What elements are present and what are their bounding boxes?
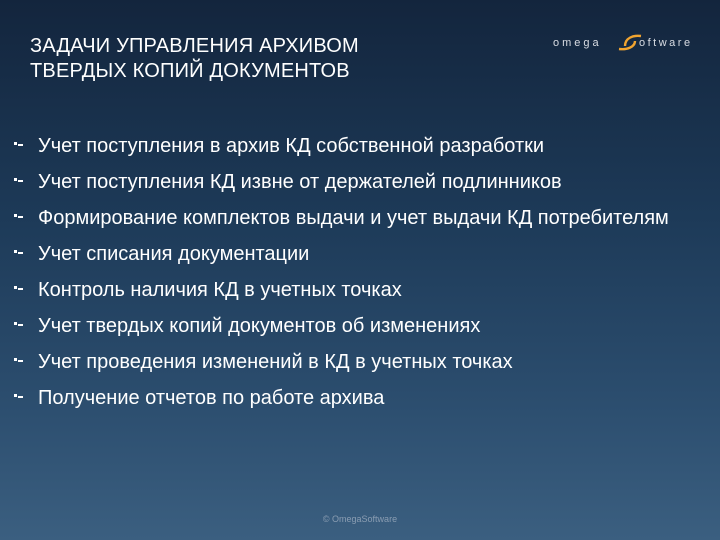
bullet-dash-icon [14,142,24,147]
bullet-text: Формирование комплектов выдачи и учет выдачи КД потребителям [38,207,669,229]
logo-text-oftware: oftware [639,37,693,49]
bullet-dash-icon [14,322,24,327]
bullet-text: Учет твердых копий документов об изменениях [38,315,481,337]
slide-title [30,34,490,84]
bullet-dash-icon [14,394,24,399]
bullet-dash-icon [14,178,24,183]
bullet-text: Получение отчетов по работе архива [38,387,385,409]
bullet-text: Учет списания документации [38,243,310,265]
bullet-item [0,278,720,302]
bullet-dash-icon [14,358,24,363]
bullet-item [0,314,720,338]
omegasoftware-logo [553,27,693,57]
bullet-list [0,134,720,422]
logo-text-omega: omega [553,37,602,49]
bullet-text: Учет проведения изменений в КД в учетных точках [38,351,513,373]
bullet-item [0,134,720,158]
footer-copyright: © OmegaSoftware [322,514,398,524]
slide-title-line-2: ТВЕРДЫХ КОПИЙ ДОКУМЕНТОВ [30,60,350,82]
bullet-item [0,242,720,266]
bullet-item [0,386,720,410]
bullet-item [0,206,720,230]
bullet-item [0,350,720,374]
bullet-dash-icon [14,214,24,219]
bullet-text: Контроль наличия КД в учетных точках [38,279,402,301]
bullet-text: Учет поступления в архив КД собственной разработки [38,135,545,157]
bullet-text: Учет поступления КД извне от держателей подлинников [38,171,562,193]
bullet-dash-icon [14,286,24,291]
bullet-dash-icon [14,250,24,255]
slide-title-line-1: ЗАДАЧИ УПРАВЛЕНИЯ АРХИВОМ [30,35,359,57]
bullet-item [0,170,720,194]
